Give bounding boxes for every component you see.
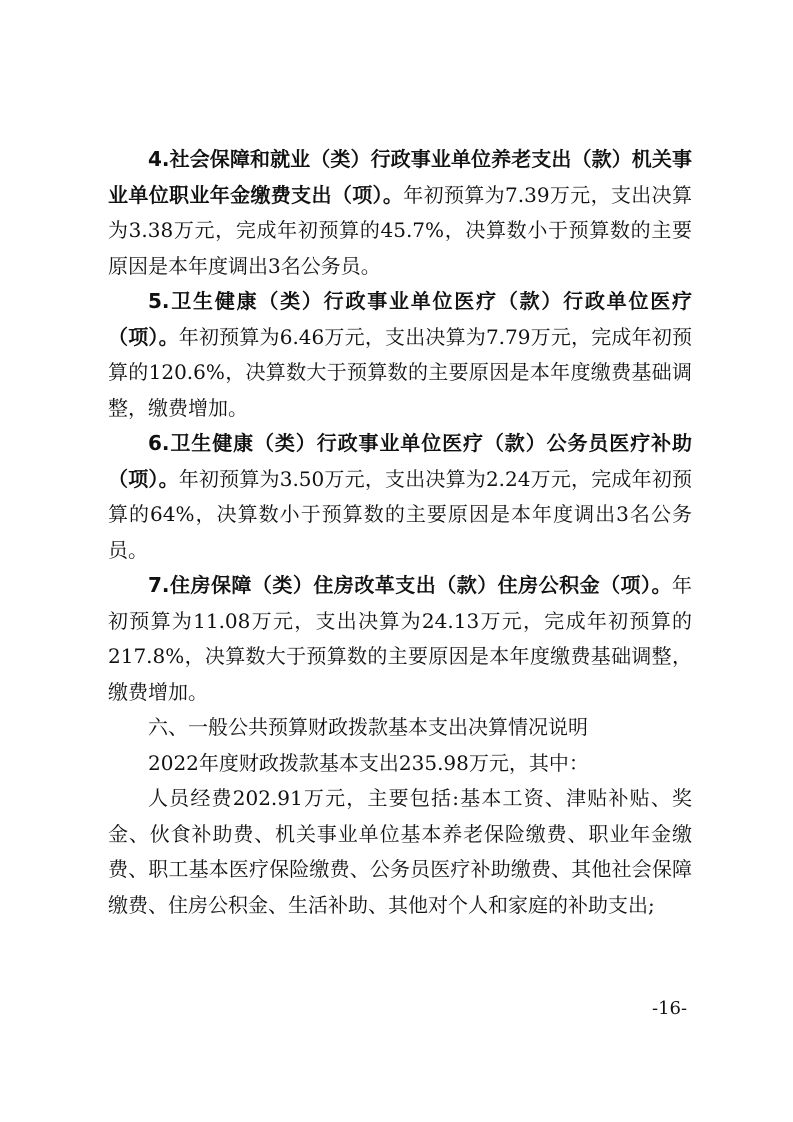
item-text: 年初预算为11.08万元，支出决算为24.13万元，完成年初预算的217.8%，决算数大于预算数的主要原因是本年度缴费基础调整，缴费增加。 xyxy=(108,573,692,704)
item-text: 年初预算为3.50万元，支出决算为2.24万元，完成年初预算的64%，决算数小于预算数的主要原因是本年度调出3名公务员。 xyxy=(108,466,693,562)
paragraph-item-5 xyxy=(108,284,692,426)
item-text: 年初预算为6.46万元，支出决算为7.79万元，完成年初预算的120.6%，决算数大于预算数的主要原因是本年度缴费基础调整，缴费增加。 xyxy=(108,324,693,420)
item-heading: 6.卫生健康（类）行政事业单位医疗（款）公务员医疗补助（项）。 xyxy=(108,431,692,491)
summary-paragraph: 2022年度财政拨款基本支出235.98万元，其中： xyxy=(148,750,589,775)
paragraph-item-6 xyxy=(108,426,692,568)
item-heading: 5.卫生健康（类）行政事业单位医疗（款）行政单位医疗（项）。 xyxy=(108,289,692,349)
item-text: 年初预算为7.39万元，支出决算为3.38万元，完成年初预算的45.7%，决算数小于预算数的主要原因是本年度调出3名公务员。 xyxy=(108,182,693,278)
paragraph-item-4 xyxy=(108,142,692,284)
document-body xyxy=(108,142,692,923)
section-heading: 六、一般公共预算财政拨款基本支出决算情况说明 xyxy=(148,715,588,739)
item-heading: 7.住房保障（类）住房改革支出（款）住房公积金（项）。 xyxy=(148,573,672,597)
paragraph-item-7 xyxy=(108,568,692,710)
item-heading: 4.社会保障和就业（类）行政事业单位养老支出（款）机关事业单位职业年金缴费支出（项）。 xyxy=(108,147,692,207)
personnel-paragraph: 人员经费202.91万元，主要包括:基本工资、津贴补贴、奖金、伙食补助费、机关事业单位基本养老保险缴费、职业年金缴费、职工基本医疗保险缴费、公务员医疗补助缴费、其他社会保障缴费、住房公积金、生活补助、其他对个人和家庭的补助支出; xyxy=(108,786,692,917)
page-number: -16- xyxy=(652,998,688,1019)
